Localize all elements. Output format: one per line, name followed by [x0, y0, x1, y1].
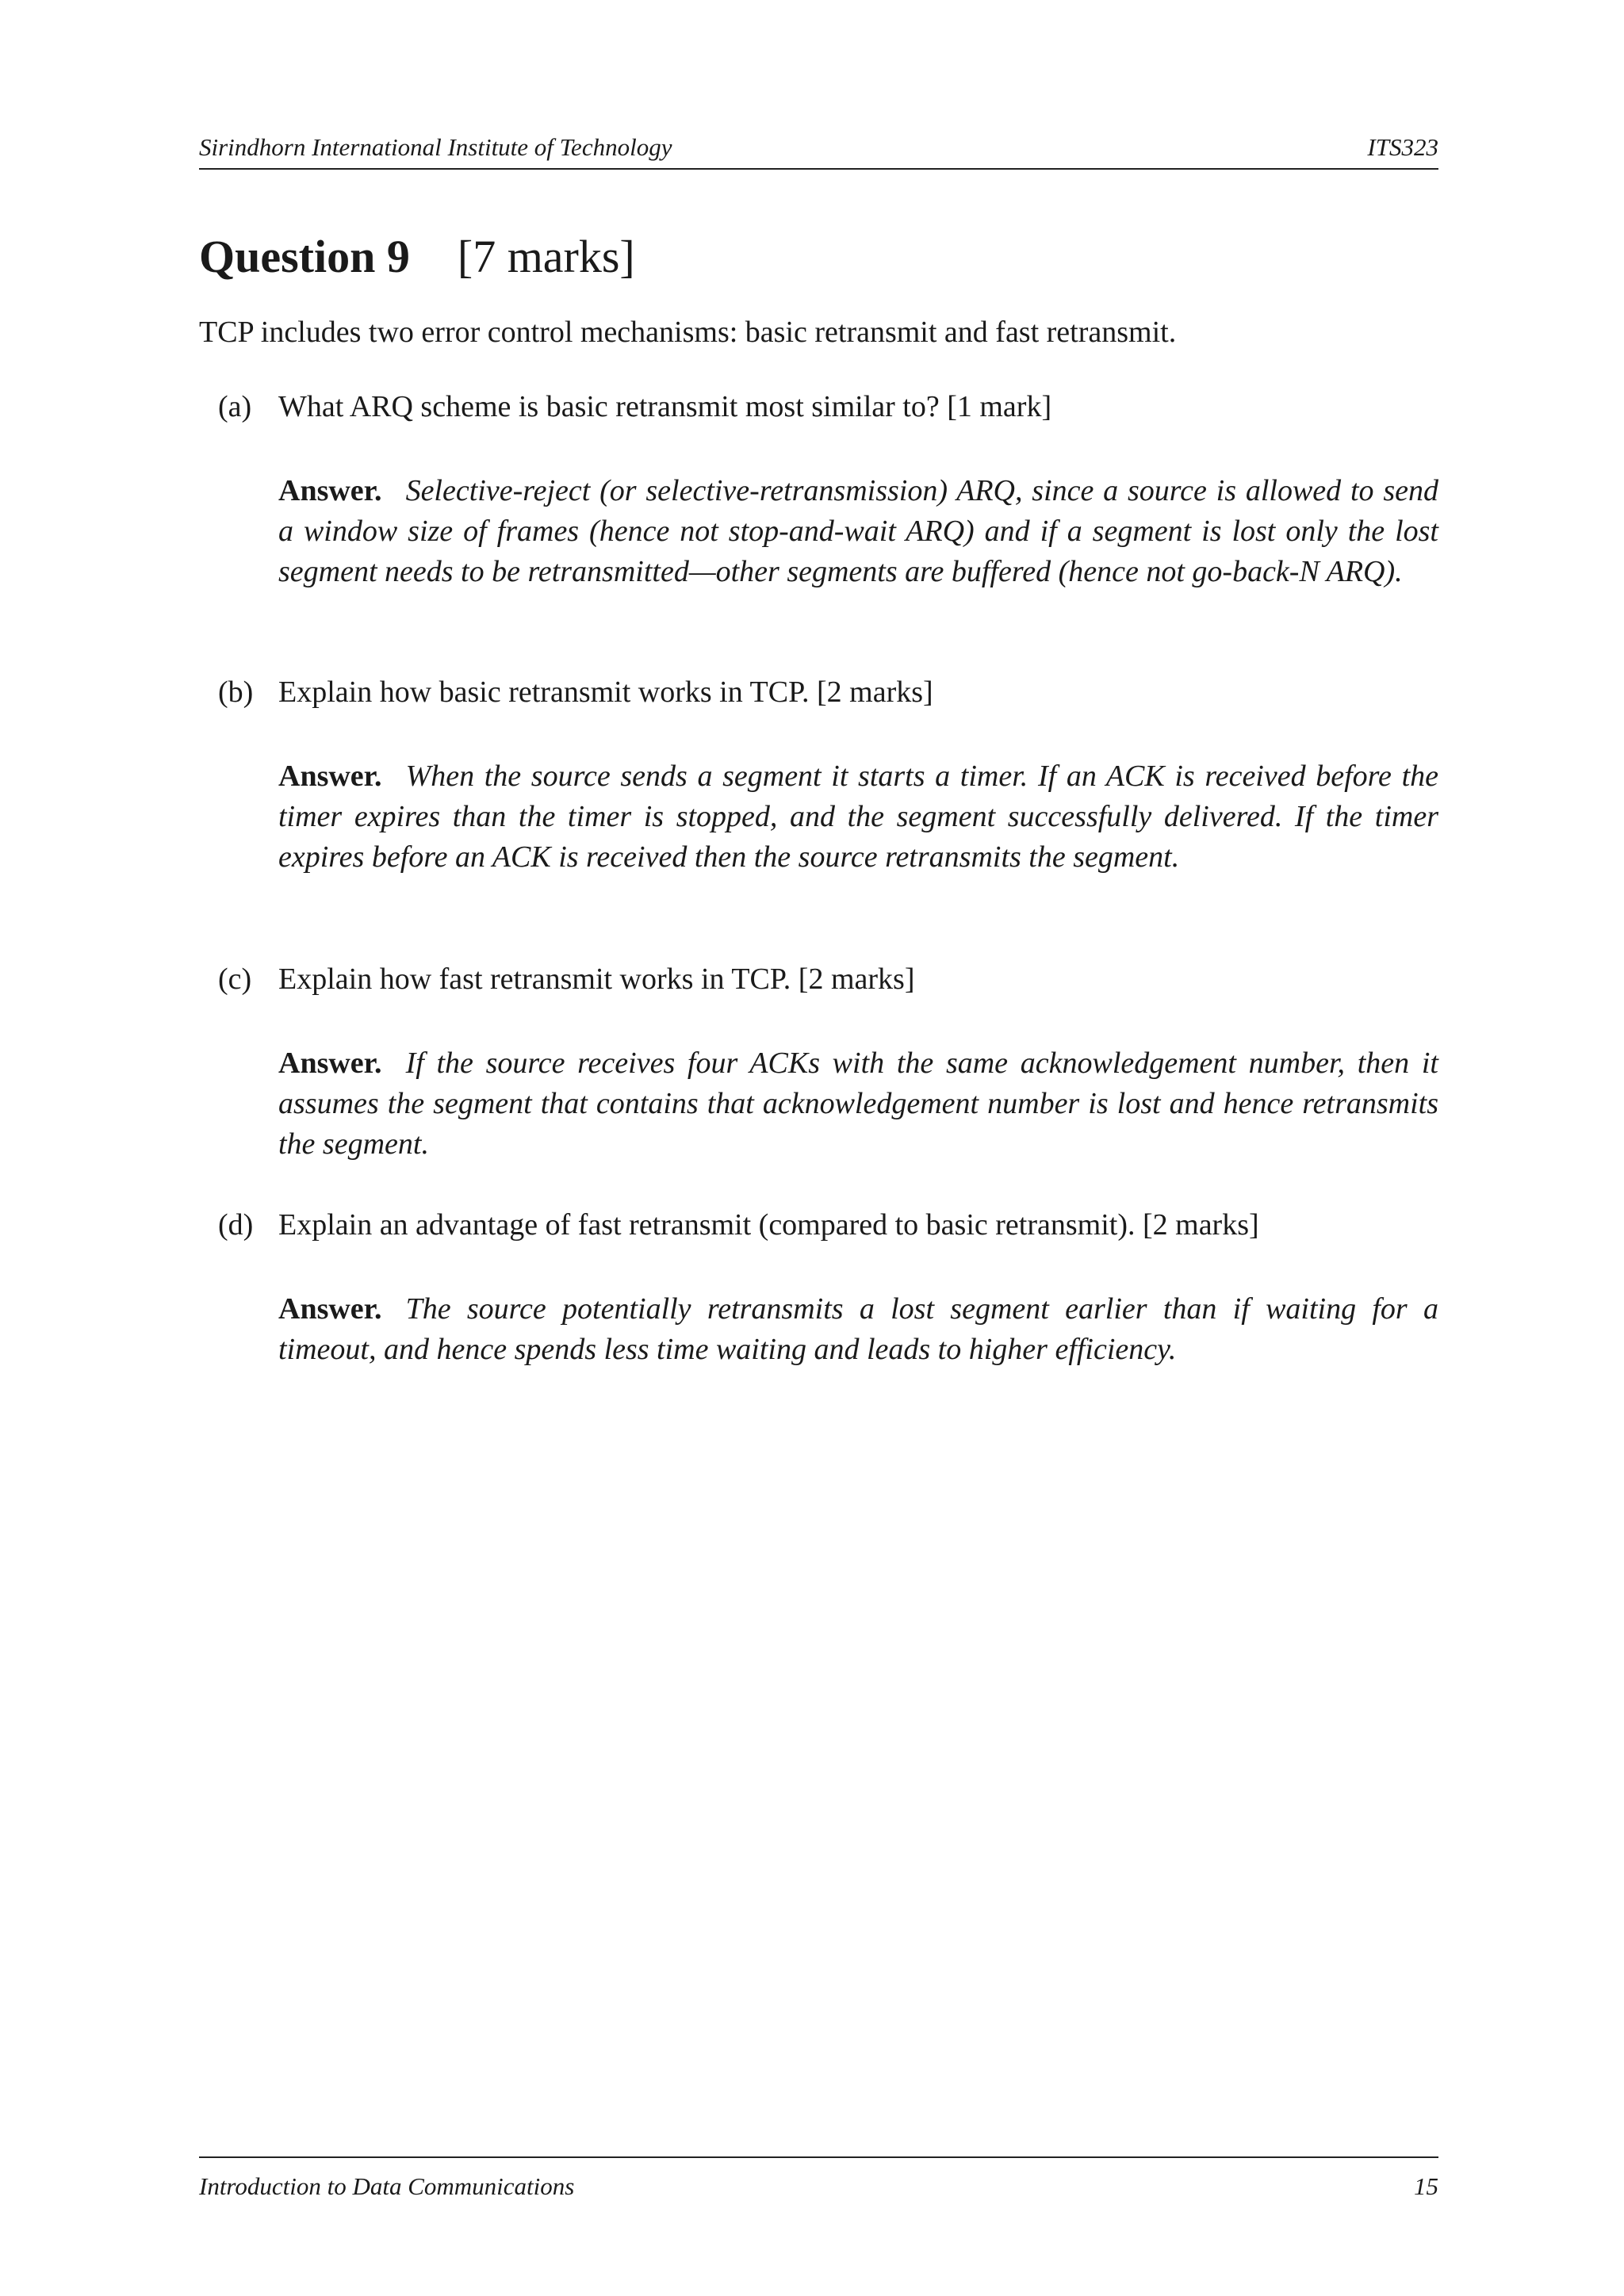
part-question-text: Explain how basic retransmit works in TCP. [2 marks] — [278, 675, 933, 709]
part-question-text: Explain an advantage of fast retransmit (compared to basic retransmit). [2 marks] — [278, 1208, 1259, 1242]
question-part-b — [199, 672, 1438, 878]
question-heading — [199, 225, 635, 289]
answer-text: Selective-reject (or selective-retransmission) ARQ, since a source is allowed to send a window size of frames (hence not stop-and-wait ARQ) and if a segment is lost only the lost segment needs to be retransmitted—other segments are buffered (hence not go-back-N ARQ). — [278, 474, 1438, 588]
answer-label: Answer. — [278, 1292, 382, 1326]
footer-course-title: Introduction to Data Communications — [199, 2172, 575, 2200]
question-part-d — [199, 1205, 1438, 1370]
part-question-text: Explain how fast retransmit works in TCP. [2 marks] — [278, 962, 915, 996]
answer-text: If the source receives four ACKs with the same acknowledgement number, then it assumes the segment that contains that acknowledgement number is lost and hence retransmits the segment. — [278, 1047, 1438, 1161]
question-part-a — [199, 387, 1438, 592]
part-letter: (b) — [218, 675, 254, 709]
part-question — [199, 959, 1438, 999]
part-question-text: What ARQ scheme is basic retransmit most similar to? [1 mark] — [278, 390, 1052, 423]
part-letter: (c) — [218, 962, 252, 996]
question-intro: TCP includes two error control mechanisms: basic retransmit and fast retransmit. — [199, 316, 1177, 349]
part-question — [199, 387, 1438, 427]
part-letter: (d) — [218, 1208, 254, 1242]
page-header — [199, 133, 1438, 170]
header-course-code: ITS323 — [1367, 133, 1438, 161]
answer-text: When the source sends a segment it starts a timer. If an ACK is received before the timer expires than the timer is stopped, and the segment successfully delivered. If the timer expires before an ACK is received then the source retransmits the segment. — [278, 760, 1438, 874]
part-answer — [278, 1043, 1438, 1165]
part-question — [199, 1205, 1438, 1245]
part-question — [199, 672, 1438, 712]
page-footer — [199, 2156, 1438, 2201]
part-answer — [278, 756, 1438, 878]
part-letter: (a) — [218, 390, 252, 423]
part-answer — [278, 471, 1438, 592]
header-institution: Sirindhorn International Institute of Technology — [199, 133, 672, 161]
question-marks: [7 marks] — [457, 231, 635, 282]
answer-text: The source potentially retransmits a lost segment earlier than if waiting for a timeout, and hence spends less time waiting and leads to higher efficiency. — [278, 1292, 1438, 1366]
answer-label: Answer. — [278, 760, 382, 793]
answer-label: Answer. — [278, 1047, 382, 1080]
question-title: Question 9 — [199, 231, 410, 282]
page-number: 15 — [1414, 2172, 1438, 2200]
part-answer — [278, 1289, 1438, 1370]
question-part-c — [199, 959, 1438, 1165]
answer-label: Answer. — [278, 474, 382, 507]
